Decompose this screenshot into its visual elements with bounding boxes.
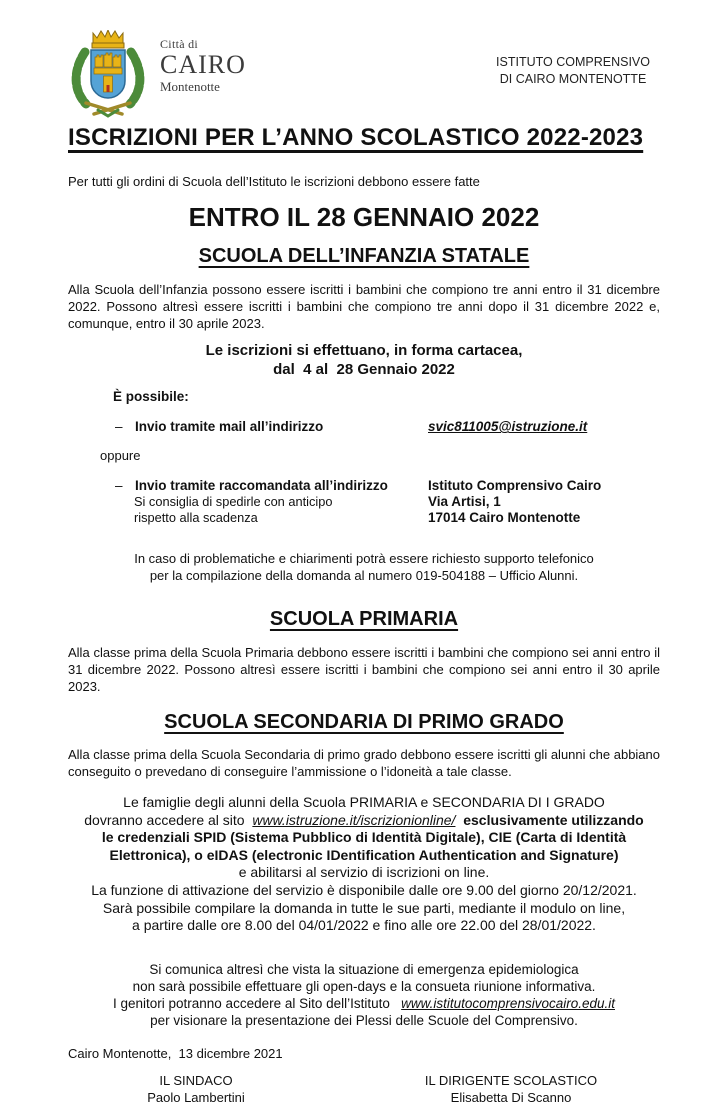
signature-mayor (96, 1072, 296, 1106)
bullet-raccomandata-note2: rispetto alla scadenza (134, 510, 258, 525)
covid-line2: non sarà possibile effettuare gli open-days e la consueta riunione informativa. (132, 978, 596, 994)
online-line4: Elettronica), o eIDAS (electronic IDentification Authentication and Signature) (109, 846, 619, 863)
cartacea-line2: dal 4 al 28 Gennaio 2022 (273, 361, 455, 378)
address-line2: Via Artisi, 1 (428, 494, 501, 509)
paragraph-secondaria: Alla classe prima della Scuola Secondaria di primo grado debbono essere iscritti gli alunni che abbiano conseguito o prevedano di conseguire l’ammissione o l’idoneità a tale classe. (68, 747, 660, 779)
covid-line3 (68, 995, 660, 1012)
postal-address (428, 478, 601, 526)
istituto-site-link[interactable]: www.istitutocomprensivocairo.edu.it (401, 995, 615, 1011)
online-line6: La funzione di attivazione del servizio è disponibile dalle ore 9.00 del giorno 20/12/2021. (91, 881, 637, 898)
support-line2: per la compilazione della domanda al numero 019-504188 – Ufficio Alunni. (149, 568, 579, 583)
online-line2-pre: dovranno accedere al sito (84, 811, 253, 828)
principal-name: Elisabetta Di Scanno (450, 1089, 572, 1105)
email-link[interactable]: svic811005@istruzione.it (428, 419, 588, 434)
place-and-date: Cairo Montenotte, 13 dicembre 2021 (68, 1045, 283, 1061)
paragraph-infanzia: Alla Scuola dell’Infanzia possono essere iscritti i bambini che compiono tre anni entro il 31 dicembre 2022. Possono altresì essere iscritti i bambini che compiono tre anni dopo il 31 dicembre 2022 e, comunque, entro il 30 aprile 2023. (68, 282, 660, 331)
support-line1: In caso di problematiche e chiarimenti potrà essere richiesto supporto telefonico (134, 551, 594, 566)
bullet-mail-label: Invio tramite mail all’indirizzo (135, 419, 324, 434)
online-line5: e abilitarsi al servizio di iscrizioni on line. (238, 864, 490, 881)
covid-notice-block (68, 961, 660, 1029)
covid-line3-pre: I genitori potranno accedere al Sito dell’Istituto (112, 995, 402, 1011)
logo-montenotte: Montenotte (160, 79, 220, 94)
deadline-text: ENTRO IL 28 GENNAIO 2022 (188, 202, 540, 232)
bullet-raccomandata (68, 478, 660, 526)
online-line3: le credenziali SPID (Sistema Pubblico di Identità Digitale), CIE (Carta di Identità (101, 829, 627, 846)
heading-infanzia: SCUOLA DELL’INFANZIA STATALE (198, 245, 530, 267)
cartacea-line1: Le iscrizioni si effettuano, in forma cartacea, (205, 342, 523, 359)
covid-line1: Si comunica altresì che vista la situazione di emergenza epidemiologica (149, 961, 579, 977)
bullet-mail (68, 419, 660, 435)
bullet-dash-icon: – (115, 478, 123, 493)
online-line2-post: esclusivamente utilizzando (455, 811, 644, 828)
online-line1: Le famiglie degli alunni della Scuola PRIMARIA e SECONDARIA DI I GRADO (123, 794, 605, 810)
document-title: ISCRIZIONI PER L’ANNO SCOLASTICO 2022-2023 (68, 124, 644, 151)
principal-role: IL DIRIGENTE SCOLASTICO (424, 1072, 598, 1088)
institution-line2: DI CAIRO MONTENOTTE (499, 72, 647, 86)
intro-text: Per tutti gli ordini di Scuola dell’Istituto le iscrizioni debbono essere fatte (68, 174, 480, 189)
document-header (68, 30, 660, 118)
heading-primaria: SCUOLA PRIMARIA (269, 608, 459, 630)
bullet-raccomandata-note1: Si consiglia di spedirle con anticipo (134, 494, 333, 509)
online-line8: a partire dalle ore 8.00 del 04/01/2022 e fino alle ore 22.00 del 28/01/2022. (132, 917, 596, 934)
cairo-montenotte-coat-of-arms-icon (68, 30, 148, 123)
mayor-role: IL SINDACO (159, 1072, 233, 1088)
signature-principal (376, 1072, 646, 1106)
heading-secondaria: SCUOLA SECONDARIA DI PRIMO GRADO (164, 711, 564, 733)
logo-wordmark (160, 38, 246, 93)
institution-line1: ISTITUTO COMPRENSIVO (496, 55, 650, 69)
online-line7: Sarà possibile compilare la domanda in tutte le sue parti, mediante il modulo on line, (102, 899, 626, 916)
oppure-label: oppure (100, 448, 141, 463)
address-line3: 17014 Cairo Montenotte (428, 510, 581, 525)
logo-cairo: CAIRO (160, 50, 246, 79)
bullet-dash-icon: – (115, 419, 123, 434)
institution-name (496, 54, 650, 88)
possibile-label: È possibile: (113, 389, 189, 404)
bullet-raccomandata-label: Invio tramite raccomandata all’indirizzo (135, 478, 388, 493)
phone-support-note (68, 550, 660, 584)
cartacea-block (68, 341, 660, 379)
covid-line4: per visionare la presentazione dei Plessi delle Scuole del Comprensivo. (150, 1012, 578, 1028)
mayor-name: Paolo Lambertini (147, 1089, 245, 1105)
logo-citta-di: Città di (160, 37, 199, 51)
address-line1: Istituto Comprensivo Cairo (428, 478, 602, 493)
iscrizioni-online-link[interactable]: www.istruzione.it/iscrizionionline/ (252, 811, 456, 828)
signatures-row (68, 1072, 660, 1106)
online-line2 (68, 812, 660, 830)
paragraph-primaria: Alla classe prima della Scuola Primaria debbono essere iscritti i bambini che compiono sei anni entro il 31 dicembre 2022. Possono altresì essere iscritti i bambini che compiono sei anni entro il 30 aprile 2023. (68, 645, 660, 694)
online-enrollment-block (68, 794, 660, 935)
